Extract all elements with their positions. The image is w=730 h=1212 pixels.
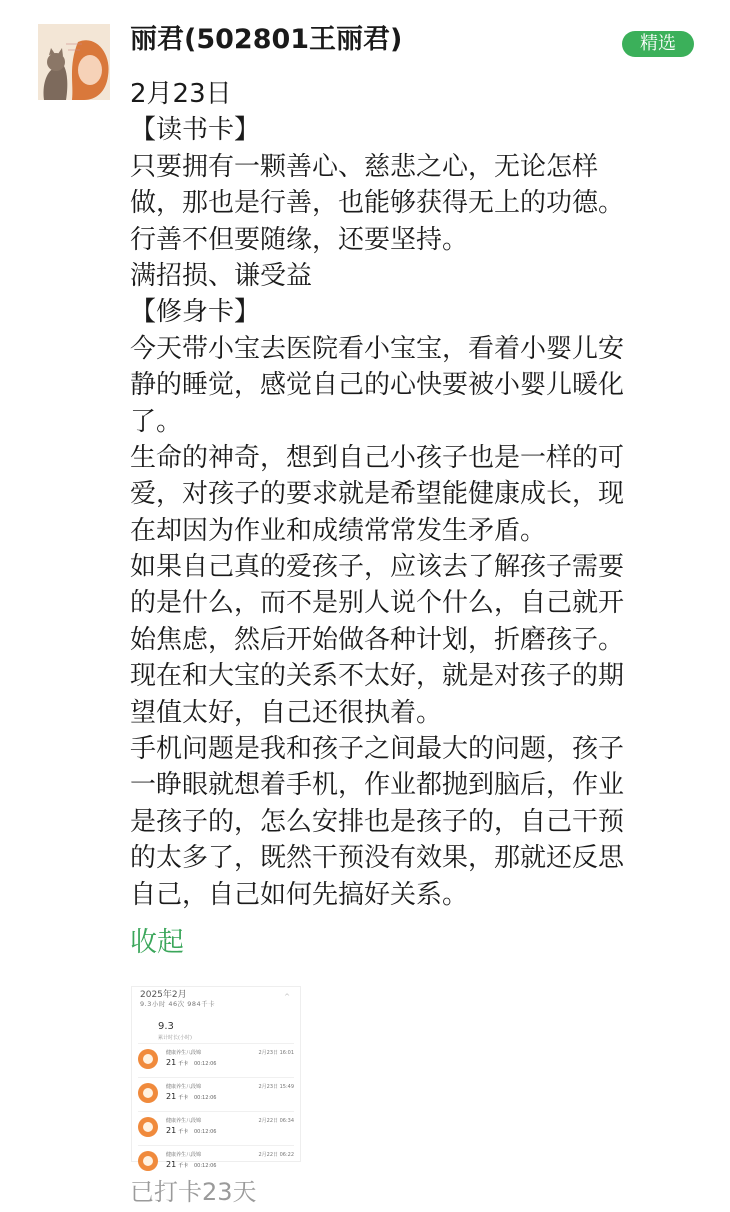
record-count-value: 21 <box>166 1058 177 1067</box>
record-count <box>166 1126 188 1135</box>
record-time: 2月23日 16:01 <box>258 1050 294 1056</box>
post-text-line: 望值太好，自己还很执着。 <box>130 697 443 728</box>
record-count-unit: 千卡 <box>178 1129 189 1135</box>
thumb-stats: 9.3小时 46次 984千卡 <box>140 1000 216 1008</box>
post-text-line: 行善不但要随缘，还要坚持。 <box>130 224 469 255</box>
post-text-line: 今天带小宝去医院看小宝宝，看着小婴儿安 <box>130 333 625 364</box>
thumb-record-row <box>138 1081 294 1109</box>
thumb-record-row <box>138 1115 294 1143</box>
record-duration: 00:12:06 <box>194 1061 217 1067</box>
attached-image-thumbnail[interactable] <box>131 986 301 1169</box>
collapse-link[interactable]: 收起 <box>130 927 184 958</box>
record-count-unit: 千卡 <box>178 1095 189 1101</box>
post-text-line: 现在和大宝的关系不太好，就是对孩子的期 <box>130 661 625 692</box>
exercise-icon <box>138 1151 158 1171</box>
record-name: 健康养生八段锦 <box>166 1118 202 1124</box>
post-text-line: 静的睡觉，感觉自己的心快要被小婴儿暖化 <box>130 370 625 401</box>
record-count-unit: 千卡 <box>178 1163 189 1169</box>
record-count <box>166 1058 188 1067</box>
post-text-line: 手机问题是我和孩子之间最大的问题，孩子 <box>130 734 625 765</box>
thumb-divider <box>138 1111 294 1112</box>
thumb-total-label: 累计时长(小时) <box>158 1035 192 1041</box>
avatar-illustration <box>38 24 110 100</box>
record-count <box>166 1160 188 1169</box>
exercise-icon <box>138 1083 158 1103</box>
post-text-line: 只要拥有一颗善心、慈悲之心，无论怎样 <box>130 151 599 182</box>
exercise-icon <box>138 1049 158 1069</box>
post-text-line: 2月23日 <box>130 79 232 109</box>
username[interactable]: 丽君(502801王丽君) <box>130 24 403 55</box>
post-text-line: 做，那也是行善，也能够获得无上的功德。 <box>130 188 625 219</box>
thumb-month: 2025年2月 <box>140 990 187 1000</box>
chevron-up-icon: ^ <box>284 993 290 1001</box>
user-avatar[interactable] <box>38 24 110 100</box>
post-text-line: 在却因为作业和成绩常常发生矛盾。 <box>130 515 547 546</box>
record-time: 2月22日 06:34 <box>258 1118 294 1124</box>
record-count-value: 21 <box>166 1160 177 1169</box>
thumb-divider <box>138 1043 294 1044</box>
post-text-line: 自己，自己如何先搞好关系。 <box>130 879 469 910</box>
thumb-divider <box>138 1145 294 1146</box>
record-count-value: 21 <box>166 1092 177 1101</box>
record-duration: 00:12:06 <box>194 1163 217 1169</box>
record-count <box>166 1092 188 1101</box>
thumb-record-row <box>138 1149 294 1177</box>
post-text-line: 一睁眼就想着手机，作业都抛到脑后，作业 <box>130 770 625 801</box>
record-duration: 00:12:06 <box>194 1129 217 1135</box>
record-name: 健康养生八段锦 <box>166 1050 202 1056</box>
post-content <box>130 76 700 913</box>
record-duration: 00:12:06 <box>194 1095 217 1101</box>
record-time: 2月23日 15:49 <box>258 1084 294 1090</box>
featured-badge: 精选 <box>622 31 694 57</box>
post-text-line: 【修身卡】 <box>130 297 261 328</box>
thumb-divider <box>138 1077 294 1078</box>
exercise-icon <box>138 1117 158 1137</box>
post-text-line: 爱，对孩子的要求就是希望能健康成长，现 <box>130 479 625 510</box>
thumb-total-value: 9.3 <box>158 1021 174 1032</box>
record-name: 健康养生八段锦 <box>166 1152 202 1158</box>
post-text-line: 【读书卡】 <box>130 115 261 146</box>
post-text-line: 的太多了，既然干预没有效果，那就还反思 <box>130 843 625 874</box>
checkin-status: 已打卡23天 <box>130 1178 257 1206</box>
post-text-line: 了。 <box>130 406 183 437</box>
thumb-record-row <box>138 1047 294 1075</box>
post-text-line: 的是什么，而不是别人说个什么，自己就开 <box>130 588 625 619</box>
record-time: 2月22日 06:22 <box>258 1152 294 1158</box>
post-text-line: 如果自己真的爱孩子，应该去了解孩子需要 <box>130 552 625 583</box>
post-text-line: 始焦虑，然后开始做各种计划，折磨孩子。 <box>130 624 625 655</box>
record-name: 健康养生八段锦 <box>166 1084 202 1090</box>
post-text-line: 生命的神奇，想到自己小孩子也是一样的可 <box>130 442 625 473</box>
post-text-line: 满招损、谦受益 <box>130 260 313 291</box>
post-text-line: 是孩子的，怎么安排也是孩子的，自己干预 <box>130 806 625 837</box>
record-count-unit: 千卡 <box>178 1061 189 1067</box>
record-count-value: 21 <box>166 1126 177 1135</box>
